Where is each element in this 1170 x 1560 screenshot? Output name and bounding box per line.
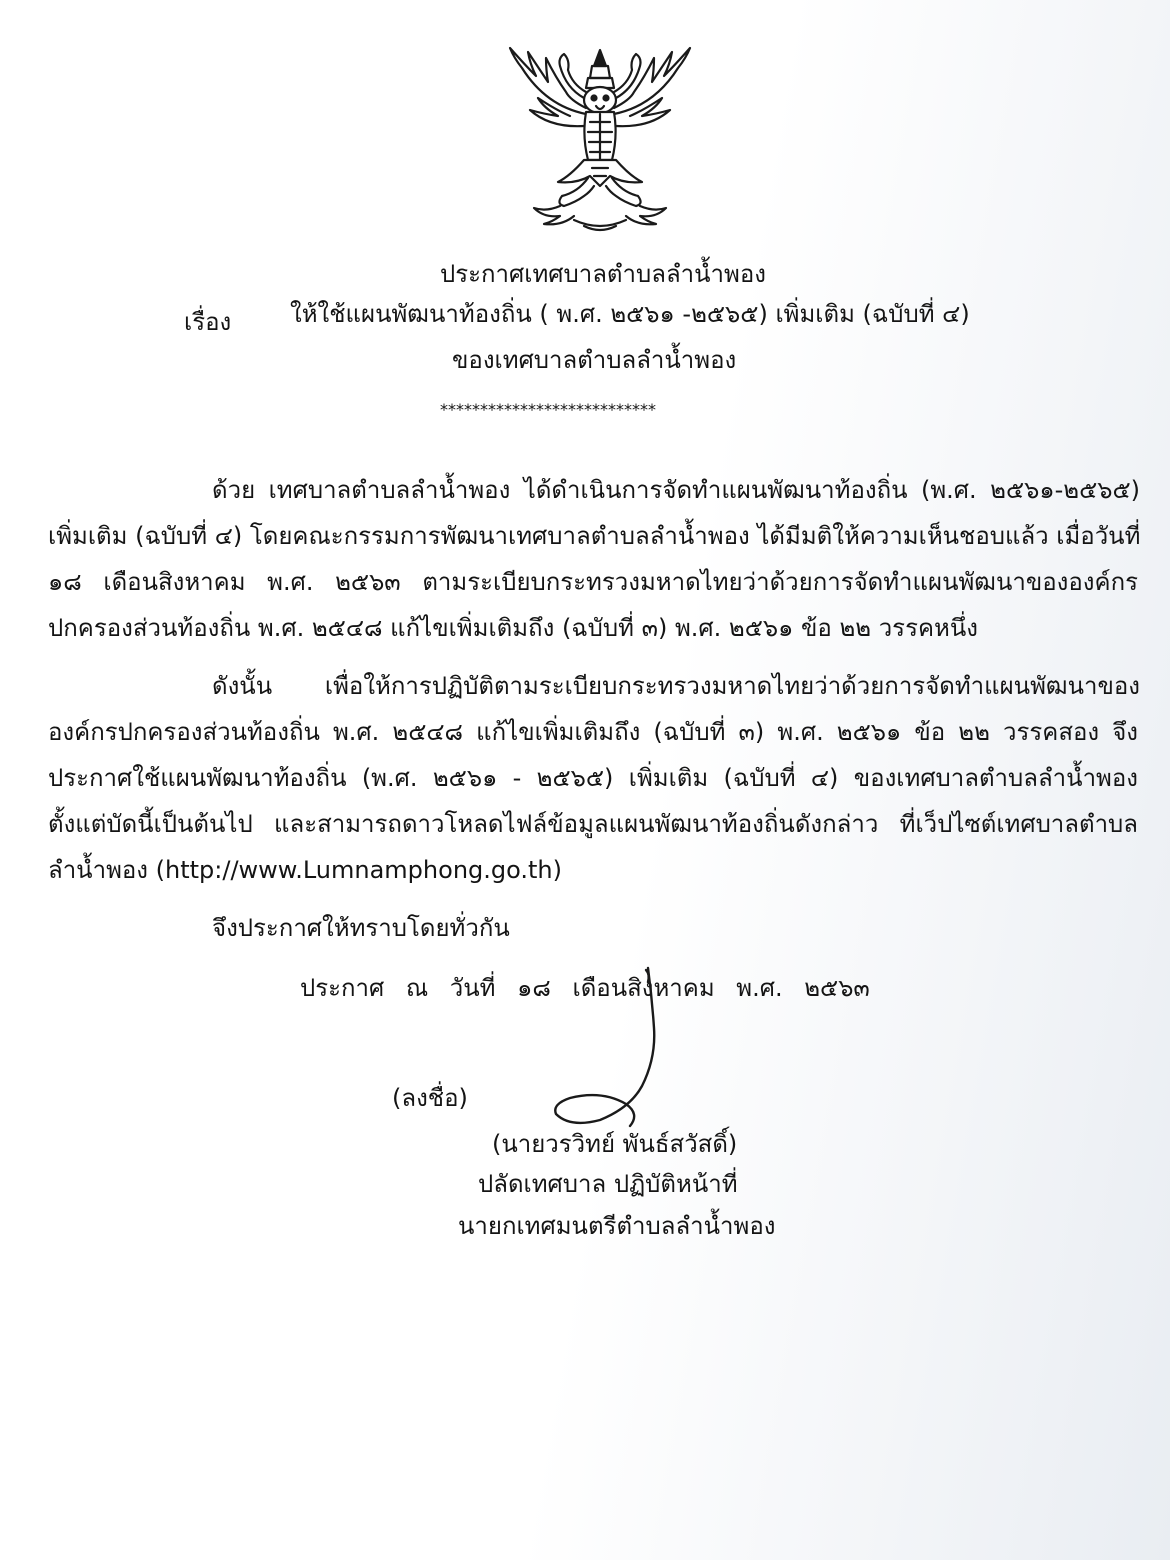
subject-line-1: ให้ใช้แผนพัฒนาท้องถิ่น ( พ.ศ. ๒๕๖๑ -๒๕๖๕) เพิ่มเติม (ฉบับที่ ๔)	[290, 300, 970, 328]
subject-label: เรื่อง	[184, 308, 232, 336]
signer-position-1: ปลัดเทศบาล ปฏิบัติหน้าที่	[478, 1170, 738, 1198]
sign-label: (ลงชื่อ)	[392, 1084, 468, 1112]
closing-statement: จึงประกาศให้ทราบโดยทั่วกัน	[212, 914, 510, 942]
paragraph-2-line-4: ตั้งแต่บัดนี้เป็นต้นไป และสามารถดาวโหลดไฟล์ข้อมูลแผนพัฒนาท้องถิ่นดังกล่าว ที่เว็ปไซต์เทศบาลตำบล	[48, 810, 1138, 838]
paragraph-1-line-1: ด้วย เทศบาลตำบลลำน้ำพอง ได้ดำเนินการจัดทำแผนพัฒนาท้องถิ่น (พ.ศ. ๒๕๖๑-๒๕๖๕)	[212, 476, 1140, 504]
handwritten-signature-icon	[530, 958, 700, 1138]
garuda-emblem-icon	[500, 36, 700, 236]
paragraph-2-line-3: ประกาศใช้แผนพัฒนาท้องถิ่น (พ.ศ. ๒๕๖๑ - ๒๕๖๕) เพิ่มเติม (ฉบับที่ ๔) ของเทศบาลตำบลลำน้ำพอง	[48, 764, 1138, 792]
signer-name: (นายวรวิทย์ พันธ์สวัสดิ์)	[492, 1130, 738, 1158]
paragraph-2-line-1: ดังนั้น เพื่อให้การปฏิบัติตามระเบียบกระทรวงมหาดไทยว่าด้วยการจัดทำแผนพัฒนาของ	[212, 672, 1140, 700]
paragraph-1-line-2: เพิ่มเติม (ฉบับที่ ๔) โดยคณะกรรมการพัฒนาเทศบาลตำบลลำน้ำพอง ได้มีมติให้ความเห็นชอบแล้ว เมื่อวันที่	[48, 522, 1141, 550]
paragraph-1-line-4: ปกครองส่วนท้องถิ่น พ.ศ. ๒๕๔๘ แก้ไขเพิ่มเติมถึง (ฉบับที่ ๓) พ.ศ. ๒๕๖๑ ข้อ ๒๒ วรรคหนึ่ง	[48, 614, 978, 642]
document-title: ประกาศเทศบาลตำบลลำน้ำพอง	[440, 260, 766, 288]
subject-line-2: ของเทศบาลตำบลลำน้ำพอง	[452, 346, 737, 374]
announcement-date: ประกาศ ณ วันที่ ๑๘ เดือนสิงหาคม พ.ศ. ๒๕๖๓	[300, 974, 870, 1002]
paragraph-2-line-5: ลำน้ำพอง (http://www.Lumnamphong.go.th)	[48, 856, 562, 884]
paragraph-1-line-3: ๑๘ เดือนสิงหาคม พ.ศ. ๒๕๖๓ ตามระเบียบกระทรวงมหาดไทยว่าด้วยการจัดทำแผนพัฒนาขององค์กร	[48, 568, 1138, 596]
separator: ***************************	[440, 400, 656, 419]
signer-position-2: นายกเทศมนตรีตำบลลำน้ำพอง	[458, 1212, 776, 1240]
paragraph-2-line-2: องค์กรปกครองส่วนท้องถิ่น พ.ศ. ๒๕๔๘ แก้ไขเพิ่มเติมถึง (ฉบับที่ ๓) พ.ศ. ๒๕๖๑ ข้อ ๒๒ วรรคสอง จึง	[48, 718, 1138, 746]
